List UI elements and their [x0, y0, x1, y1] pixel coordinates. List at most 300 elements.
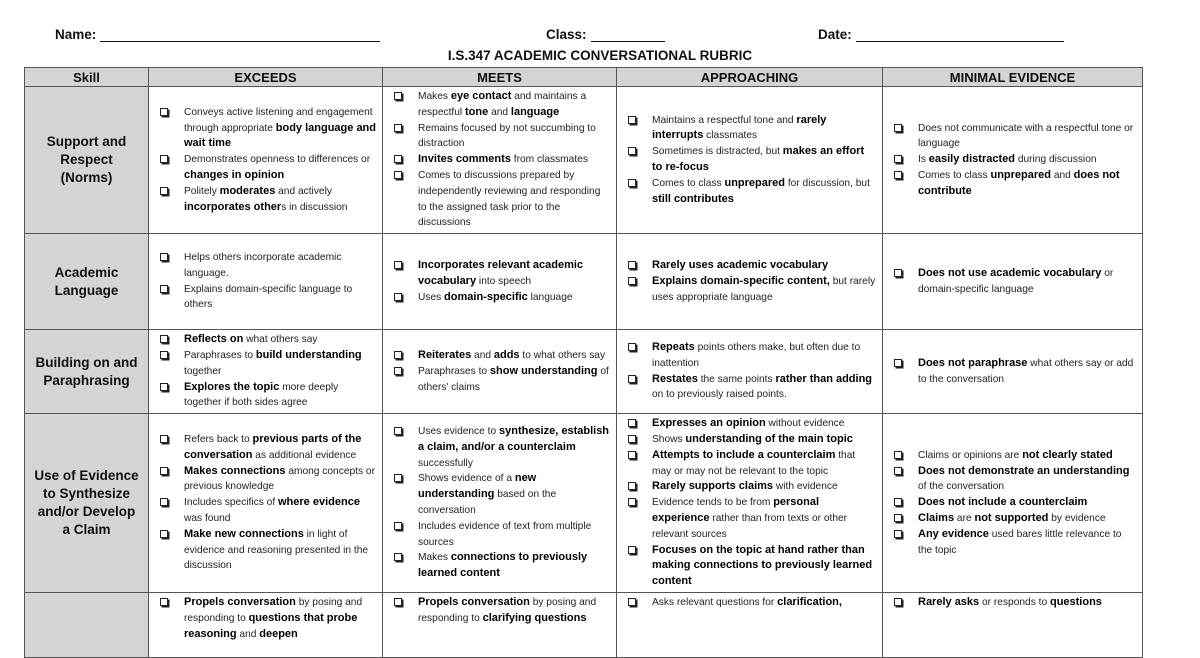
criteria-text-bold: previous parts of the conversation — [184, 432, 362, 461]
checkbox-icon[interactable] — [160, 285, 168, 293]
criteria-text: with evidence — [773, 481, 838, 493]
criteria-list — [391, 348, 610, 395]
criteria-text: Comes to class — [652, 177, 725, 189]
criteria-item — [157, 184, 376, 216]
name-label: Name: — [55, 27, 97, 42]
header-row-columns — [25, 68, 1143, 87]
criteria-cell-exceeds — [149, 414, 383, 593]
criteria-text-bold: Rarely asks — [918, 595, 980, 608]
criteria-text-bold: Restates — [652, 372, 698, 385]
criteria-item — [891, 595, 1136, 611]
checkbox-icon[interactable] — [160, 435, 168, 443]
criteria-text-bold: changes in opinion — [184, 168, 285, 181]
criteria-text-bold: show understanding — [489, 364, 598, 377]
checkbox-icon[interactable] — [628, 451, 636, 459]
skill-label-line: Academic — [54, 264, 119, 280]
criteria-cell-exceeds — [149, 234, 383, 330]
criteria-text: Does not communicate with a respectful tone or language — [918, 122, 1134, 150]
criteria-text: Remains focused by not succumbing to distraction — [418, 122, 596, 150]
rubric-row — [25, 592, 1143, 657]
criteria-item — [391, 424, 610, 471]
class-field — [546, 27, 665, 42]
criteria-text-bold: clarification, — [777, 595, 842, 608]
criteria-item — [625, 432, 876, 448]
criteria-text-bold: Rarely uses academic vocabulary — [652, 258, 829, 271]
criteria-item — [391, 121, 610, 153]
checkbox-icon[interactable] — [628, 482, 636, 490]
criteria-text-bold: makes an effort to re-focus — [652, 145, 865, 174]
criteria-list — [625, 340, 876, 403]
criteria-cell-meets — [383, 234, 617, 330]
skill-label-line: Use of Evidence — [34, 468, 139, 484]
checkbox-icon[interactable] — [628, 598, 636, 606]
checkbox-icon[interactable] — [628, 375, 636, 383]
criteria-text: Paraphrases to — [184, 349, 256, 361]
criteria-text: by evidence — [1048, 512, 1106, 524]
criteria-text: Refers back to — [184, 433, 253, 445]
criteria-item — [391, 290, 610, 306]
criteria-text-bold: Any evidence — [918, 527, 989, 540]
checkbox-icon[interactable] — [628, 546, 636, 554]
criteria-text: among concepts or previous knowledge — [184, 465, 375, 493]
criteria-text-bold: not supported — [974, 511, 1049, 524]
criteria-text: Shows — [652, 433, 686, 445]
criteria-text-bold: synthesize, establish a claim, and/or a counterclaim — [418, 425, 610, 453]
criteria-item — [391, 471, 610, 518]
criteria-list — [157, 332, 376, 411]
criteria-item — [157, 332, 376, 348]
criteria-cell-exceeds — [149, 87, 383, 234]
criteria-text-bold: Reflects on — [184, 333, 244, 346]
rubric-row — [25, 330, 1143, 414]
criteria-text: as additional evidence — [252, 449, 357, 461]
criteria-text: that may or may not be relevant to the topic — [652, 449, 856, 477]
criteria-text-bold: Make new connections — [184, 527, 304, 540]
criteria-text-bold: does not contribute — [918, 168, 1120, 197]
criteria-item — [625, 495, 876, 542]
criteria-text: Conveys active listening and engagement through appropriate — [184, 106, 373, 134]
criteria-text-bold: questions that probe reasoning — [184, 611, 358, 640]
date-label: Date: — [818, 27, 852, 42]
criteria-item — [891, 168, 1136, 200]
criteria-item — [625, 372, 876, 404]
criteria-cell-meets — [383, 330, 617, 414]
criteria-item — [625, 448, 876, 480]
criteria-item — [157, 152, 376, 184]
checkbox-icon[interactable] — [394, 92, 402, 100]
criteria-text-bold: Expresses an opinion — [652, 417, 766, 430]
criteria-text-bold: adds — [493, 348, 520, 361]
criteria-item — [891, 511, 1136, 527]
checkbox-icon[interactable] — [160, 598, 168, 606]
criteria-item — [391, 258, 610, 290]
criteria-item — [157, 527, 376, 574]
criteria-text: points others make, but often due to inattention — [652, 342, 861, 369]
criteria-item — [391, 550, 610, 582]
criteria-item — [891, 266, 1136, 298]
criteria-cell-approaching — [617, 330, 883, 414]
criteria-cell-minimal-evidence — [883, 330, 1143, 414]
criteria-text-bold: Focuses on the topic at hand rather than making connections to previously learned content — [652, 543, 873, 588]
criteria-text: and actively — [275, 185, 332, 197]
checkbox-icon[interactable] — [394, 293, 402, 301]
criteria-list — [157, 595, 376, 642]
criteria-text: Asks relevant questions for — [652, 596, 778, 608]
checkbox-icon[interactable] — [894, 530, 902, 538]
criteria-text: Includes evidence of text from multiple sources — [418, 520, 592, 548]
criteria-item — [891, 121, 1136, 153]
header-row — [0, 24, 1200, 46]
skill-label-line: Respect — [60, 152, 113, 168]
checkbox-icon[interactable] — [394, 261, 402, 269]
skill-label-line: Building on and — [35, 354, 138, 370]
criteria-text-bold: questions — [1049, 595, 1102, 608]
criteria-text-bold: tone — [465, 105, 489, 118]
criteria-text: by posing and responding to — [418, 596, 597, 624]
checkbox-icon[interactable] — [628, 419, 636, 427]
criteria-text-bold: build understanding — [255, 348, 362, 361]
checkbox-icon[interactable] — [894, 171, 902, 179]
criteria-item — [157, 282, 376, 314]
skill-cell — [25, 234, 149, 330]
name-field — [55, 27, 380, 42]
checkbox-icon[interactable] — [628, 179, 636, 187]
checkbox-icon[interactable] — [160, 498, 168, 506]
skill-cell — [25, 414, 149, 593]
criteria-item — [891, 152, 1136, 168]
column-header-exceeds: EXCEEDS — [149, 68, 383, 87]
criteria-item — [391, 152, 610, 168]
criteria-item — [625, 595, 876, 611]
criteria-text-bold: not clearly stated — [1022, 448, 1113, 461]
criteria-text: and — [1050, 169, 1074, 181]
criteria-list — [891, 448, 1136, 559]
criteria-text: Includes specifics of — [184, 497, 278, 509]
criteria-text: Sometimes is distracted, but — [652, 146, 783, 158]
criteria-item — [625, 479, 876, 495]
column-header-minimal-evidence: MINIMAL EVIDENCE — [883, 68, 1143, 87]
criteria-text: Maintains a respectful tone and — [652, 114, 797, 126]
criteria-text-bold: Propels conversation — [418, 595, 530, 608]
checkbox-icon[interactable] — [894, 498, 902, 506]
criteria-text-bold: Makes connections — [184, 464, 286, 477]
criteria-cell-meets — [383, 87, 617, 234]
criteria-text-bold: Explains domain-specific content, — [652, 274, 830, 287]
criteria-cell-approaching — [617, 87, 883, 234]
criteria-item — [157, 495, 376, 527]
criteria-text: but rarely uses appropriate language — [652, 275, 876, 303]
criteria-cell-approaching — [617, 592, 883, 657]
criteria-list — [891, 595, 1136, 611]
criteria-item — [625, 176, 876, 208]
criteria-text-bold: deepen — [259, 627, 298, 640]
criteria-text-bold: Explores the topic — [184, 380, 280, 393]
checkbox-icon[interactable] — [160, 335, 168, 343]
criteria-text: Uses — [418, 291, 445, 303]
checkbox-icon[interactable] — [394, 598, 402, 606]
date-blank-line[interactable] — [856, 28, 1064, 42]
criteria-text-bold: connections to previously learned content — [418, 551, 588, 580]
criteria-text: Politely — [184, 185, 220, 197]
checkbox-icon[interactable] — [894, 124, 902, 132]
criteria-text: based on the conversation — [418, 489, 557, 517]
criteria-text: of others' claims — [418, 365, 609, 393]
criteria-text: Paraphrases to — [418, 365, 490, 377]
criteria-text-bold: unprepared — [990, 168, 1051, 181]
criteria-text: of the conversation — [918, 481, 1005, 493]
criteria-text: Makes — [418, 91, 451, 102]
criteria-cell-exceeds — [149, 330, 383, 414]
criteria-text-bold: clarifying questions — [482, 611, 587, 624]
skill-label-line: Support and — [46, 134, 127, 150]
criteria-text: for discussion, but — [784, 177, 870, 189]
checkbox-icon[interactable] — [894, 514, 902, 522]
criteria-text-bold: easily distracted — [928, 153, 1015, 166]
class-blank-line[interactable] — [591, 28, 665, 42]
criteria-cell-exceeds — [149, 592, 383, 657]
criteria-text-bold: still contributes — [652, 192, 734, 205]
name-blank-line[interactable] — [100, 28, 380, 42]
checkbox-icon[interactable] — [394, 367, 402, 375]
criteria-text-bold: personal experience — [652, 496, 820, 524]
skill-label-line: to Synthesize — [42, 486, 131, 502]
criteria-item — [625, 144, 876, 176]
criteria-text: without evidence — [765, 418, 845, 430]
criteria-text-bold: incorporates other — [184, 200, 282, 213]
rubric-row — [25, 234, 1143, 330]
criteria-text-bold: Claims — [918, 511, 955, 524]
criteria-list — [625, 113, 876, 208]
criteria-text: together — [184, 365, 222, 377]
criteria-text: language — [527, 291, 573, 303]
criteria-list — [391, 258, 610, 305]
criteria-list — [391, 595, 610, 627]
checkbox-icon[interactable] — [394, 155, 402, 163]
criteria-cell-approaching — [617, 414, 883, 593]
checkbox-icon[interactable] — [160, 467, 168, 475]
criteria-text-bold: Attempts to include a — [652, 448, 767, 461]
criteria-text: during discussion — [1014, 154, 1097, 166]
skill-cell — [25, 330, 149, 414]
criteria-text: are — [954, 512, 975, 524]
criteria-text-bold: Repeats — [652, 341, 695, 354]
criteria-text: was found — [184, 512, 231, 524]
checkbox-icon[interactable] — [160, 187, 168, 195]
checkbox-icon[interactable] — [394, 474, 402, 482]
checkbox-icon[interactable] — [160, 530, 168, 538]
column-header-meets: MEETS — [383, 68, 617, 87]
criteria-text: Demonstrates openness to differences or — [184, 154, 371, 166]
checkbox-icon[interactable] — [394, 553, 402, 561]
criteria-text-bold: new understanding — [418, 472, 537, 501]
column-header-skill: Skill — [25, 68, 149, 87]
criteria-text-bold: Reiterates — [418, 348, 472, 361]
checkbox-icon[interactable] — [894, 598, 902, 606]
criteria-text-bold: rarely interrupts — [652, 113, 827, 142]
skill-label-line: (Norms) — [60, 170, 113, 186]
criteria-text: s in discussion — [281, 201, 348, 213]
rubric-row — [25, 87, 1143, 234]
criteria-text: Evidence tends to be from — [652, 497, 774, 509]
criteria-text: from classmates — [510, 154, 588, 166]
criteria-text: by posing and responding to — [184, 596, 363, 624]
criteria-text-bold: Propels conversation — [184, 595, 296, 608]
criteria-item — [625, 258, 876, 274]
skill-label-line: a Claim — [62, 522, 111, 538]
checkbox-icon[interactable] — [628, 277, 636, 285]
criteria-text: Explains domain-specific language to others — [184, 283, 353, 311]
criteria-item — [891, 495, 1136, 511]
checkbox-icon[interactable] — [628, 343, 636, 351]
criteria-item — [625, 274, 876, 306]
date-field — [818, 27, 1064, 42]
skill-label-line: and/or Develop — [37, 504, 136, 520]
rubric-title: I.S.347 ACADEMIC CONVERSATIONAL RUBRIC — [447, 48, 753, 63]
criteria-text: Makes — [418, 552, 451, 564]
criteria-cell-minimal-evidence — [883, 87, 1143, 234]
skill-label-line: Language — [54, 282, 119, 298]
criteria-text-bold: domain-specific — [444, 290, 528, 303]
checkbox-icon[interactable] — [160, 383, 168, 391]
criteria-text: Claims or opinions are — [918, 449, 1023, 461]
criteria-text: what others say — [243, 334, 318, 346]
criteria-text: classmates — [703, 130, 758, 142]
criteria-cell-meets — [383, 592, 617, 657]
criteria-item — [157, 432, 376, 464]
criteria-text: on to previously raised points. — [652, 389, 787, 401]
checkbox-icon[interactable] — [394, 171, 402, 179]
column-header-approaching: APPROACHING — [617, 68, 883, 87]
criteria-list — [157, 105, 376, 216]
criteria-cell-minimal-evidence — [883, 592, 1143, 657]
criteria-item — [157, 348, 376, 380]
criteria-text: what others say or add to the conversation — [918, 357, 1134, 385]
checkbox-icon[interactable] — [894, 269, 902, 277]
criteria-item — [391, 348, 610, 364]
checkbox-icon[interactable] — [628, 498, 636, 506]
checkbox-icon[interactable] — [628, 116, 636, 124]
checkbox-icon[interactable] — [160, 351, 168, 359]
checkbox-icon[interactable] — [160, 155, 168, 163]
criteria-text-bold: counterclaim — [766, 448, 836, 461]
criteria-text-bold: Does not include a counterclaim — [918, 496, 1088, 509]
skill-cell — [25, 592, 149, 657]
criteria-cell-minimal-evidence — [883, 234, 1143, 330]
criteria-text: Is — [918, 154, 929, 166]
criteria-text: successfully — [418, 457, 473, 469]
checkbox-icon[interactable] — [628, 261, 636, 269]
criteria-text: Uses evidence to — [418, 426, 499, 438]
criteria-text: Helps others incorporate academic language. — [184, 252, 342, 279]
criteria-item — [157, 595, 376, 642]
criteria-item — [891, 356, 1136, 388]
criteria-cell-meets — [383, 414, 617, 593]
criteria-text: and maintains a respectful — [418, 91, 587, 118]
criteria-text: Shows evidence of a — [418, 473, 515, 485]
criteria-text-bold: Rarely supports claims — [652, 480, 774, 493]
criteria-item — [625, 113, 876, 145]
checkbox-icon[interactable] — [628, 147, 636, 155]
criteria-list — [625, 258, 876, 305]
criteria-item — [625, 543, 876, 590]
criteria-item — [891, 464, 1136, 496]
checkbox-icon[interactable] — [894, 359, 902, 367]
criteria-text-bold: Does not demonstrate an understanding — [918, 464, 1130, 477]
rubric-row — [25, 414, 1143, 593]
checkbox-icon[interactable] — [394, 427, 402, 435]
criteria-text-bold: Does not use academic vocabulary — [918, 266, 1102, 279]
criteria-text-bold: rather than adding — [775, 372, 873, 385]
checkbox-icon[interactable] — [394, 124, 402, 132]
criteria-text: to what others say — [519, 349, 606, 361]
criteria-text: Comes to discussions prepared by independently reviewing and responding to the assigned task prior to the discussions — [418, 169, 601, 229]
criteria-text-bold: Invites comments — [418, 153, 511, 166]
criteria-list — [625, 416, 876, 590]
criteria-item — [391, 364, 610, 396]
criteria-text: or responds to — [979, 596, 1050, 608]
criteria-cell-minimal-evidence — [883, 414, 1143, 593]
criteria-text: in light of evidence and reasoning presented in the discussion — [184, 528, 369, 572]
criteria-list — [891, 121, 1136, 200]
criteria-item — [157, 250, 376, 282]
checkbox-icon[interactable] — [160, 253, 168, 261]
criteria-item — [891, 527, 1136, 559]
criteria-text-bold: where evidence — [278, 496, 360, 509]
checkbox-icon[interactable] — [894, 451, 902, 459]
criteria-text-bold: unprepared — [724, 176, 785, 189]
criteria-list — [891, 356, 1136, 388]
rubric-table — [24, 67, 1143, 658]
criteria-text: and — [236, 628, 260, 640]
checkbox-icon[interactable] — [160, 108, 168, 116]
checkbox-icon[interactable] — [394, 522, 402, 530]
checkbox-icon[interactable] — [894, 155, 902, 163]
criteria-item — [625, 340, 876, 372]
criteria-text: and — [488, 106, 511, 118]
criteria-text: or domain-specific language — [918, 267, 1114, 295]
criteria-cell-approaching — [617, 234, 883, 330]
criteria-item — [391, 519, 610, 551]
criteria-item — [157, 105, 376, 152]
criteria-text-bold: eye contact — [450, 90, 512, 102]
criteria-text-bold: understanding of the main topic — [685, 432, 853, 445]
criteria-text-bold: Incorporates relevant academic vocabulary — [418, 258, 584, 287]
criteria-item — [391, 595, 610, 627]
criteria-item — [157, 380, 376, 412]
criteria-list — [391, 424, 610, 582]
skill-label-line: Paraphrasing — [43, 372, 130, 388]
criteria-text-bold: Does not paraphrase — [918, 356, 1028, 369]
checkbox-icon[interactable] — [894, 467, 902, 475]
checkbox-icon[interactable] — [628, 435, 636, 443]
criteria-text-bold: moderates — [219, 184, 276, 197]
criteria-list — [625, 595, 876, 611]
criteria-text-bold: body language and wait time — [184, 121, 376, 150]
criteria-list — [891, 266, 1136, 298]
criteria-list — [391, 89, 610, 231]
criteria-text: into speech — [476, 275, 532, 287]
criteria-text: Comes to class — [918, 169, 991, 181]
criteria-item — [891, 448, 1136, 464]
criteria-list — [157, 432, 376, 574]
criteria-text-bold: language — [510, 105, 560, 118]
criteria-text: more deeply together if both sides agree — [184, 381, 339, 409]
criteria-text: rather than from texts or other relevant sources — [652, 512, 848, 540]
checkbox-icon[interactable] — [394, 351, 402, 359]
criteria-text: the same points — [697, 373, 776, 385]
class-label: Class: — [546, 27, 587, 42]
criteria-text: used bares little relevance to the topic — [918, 528, 1122, 556]
